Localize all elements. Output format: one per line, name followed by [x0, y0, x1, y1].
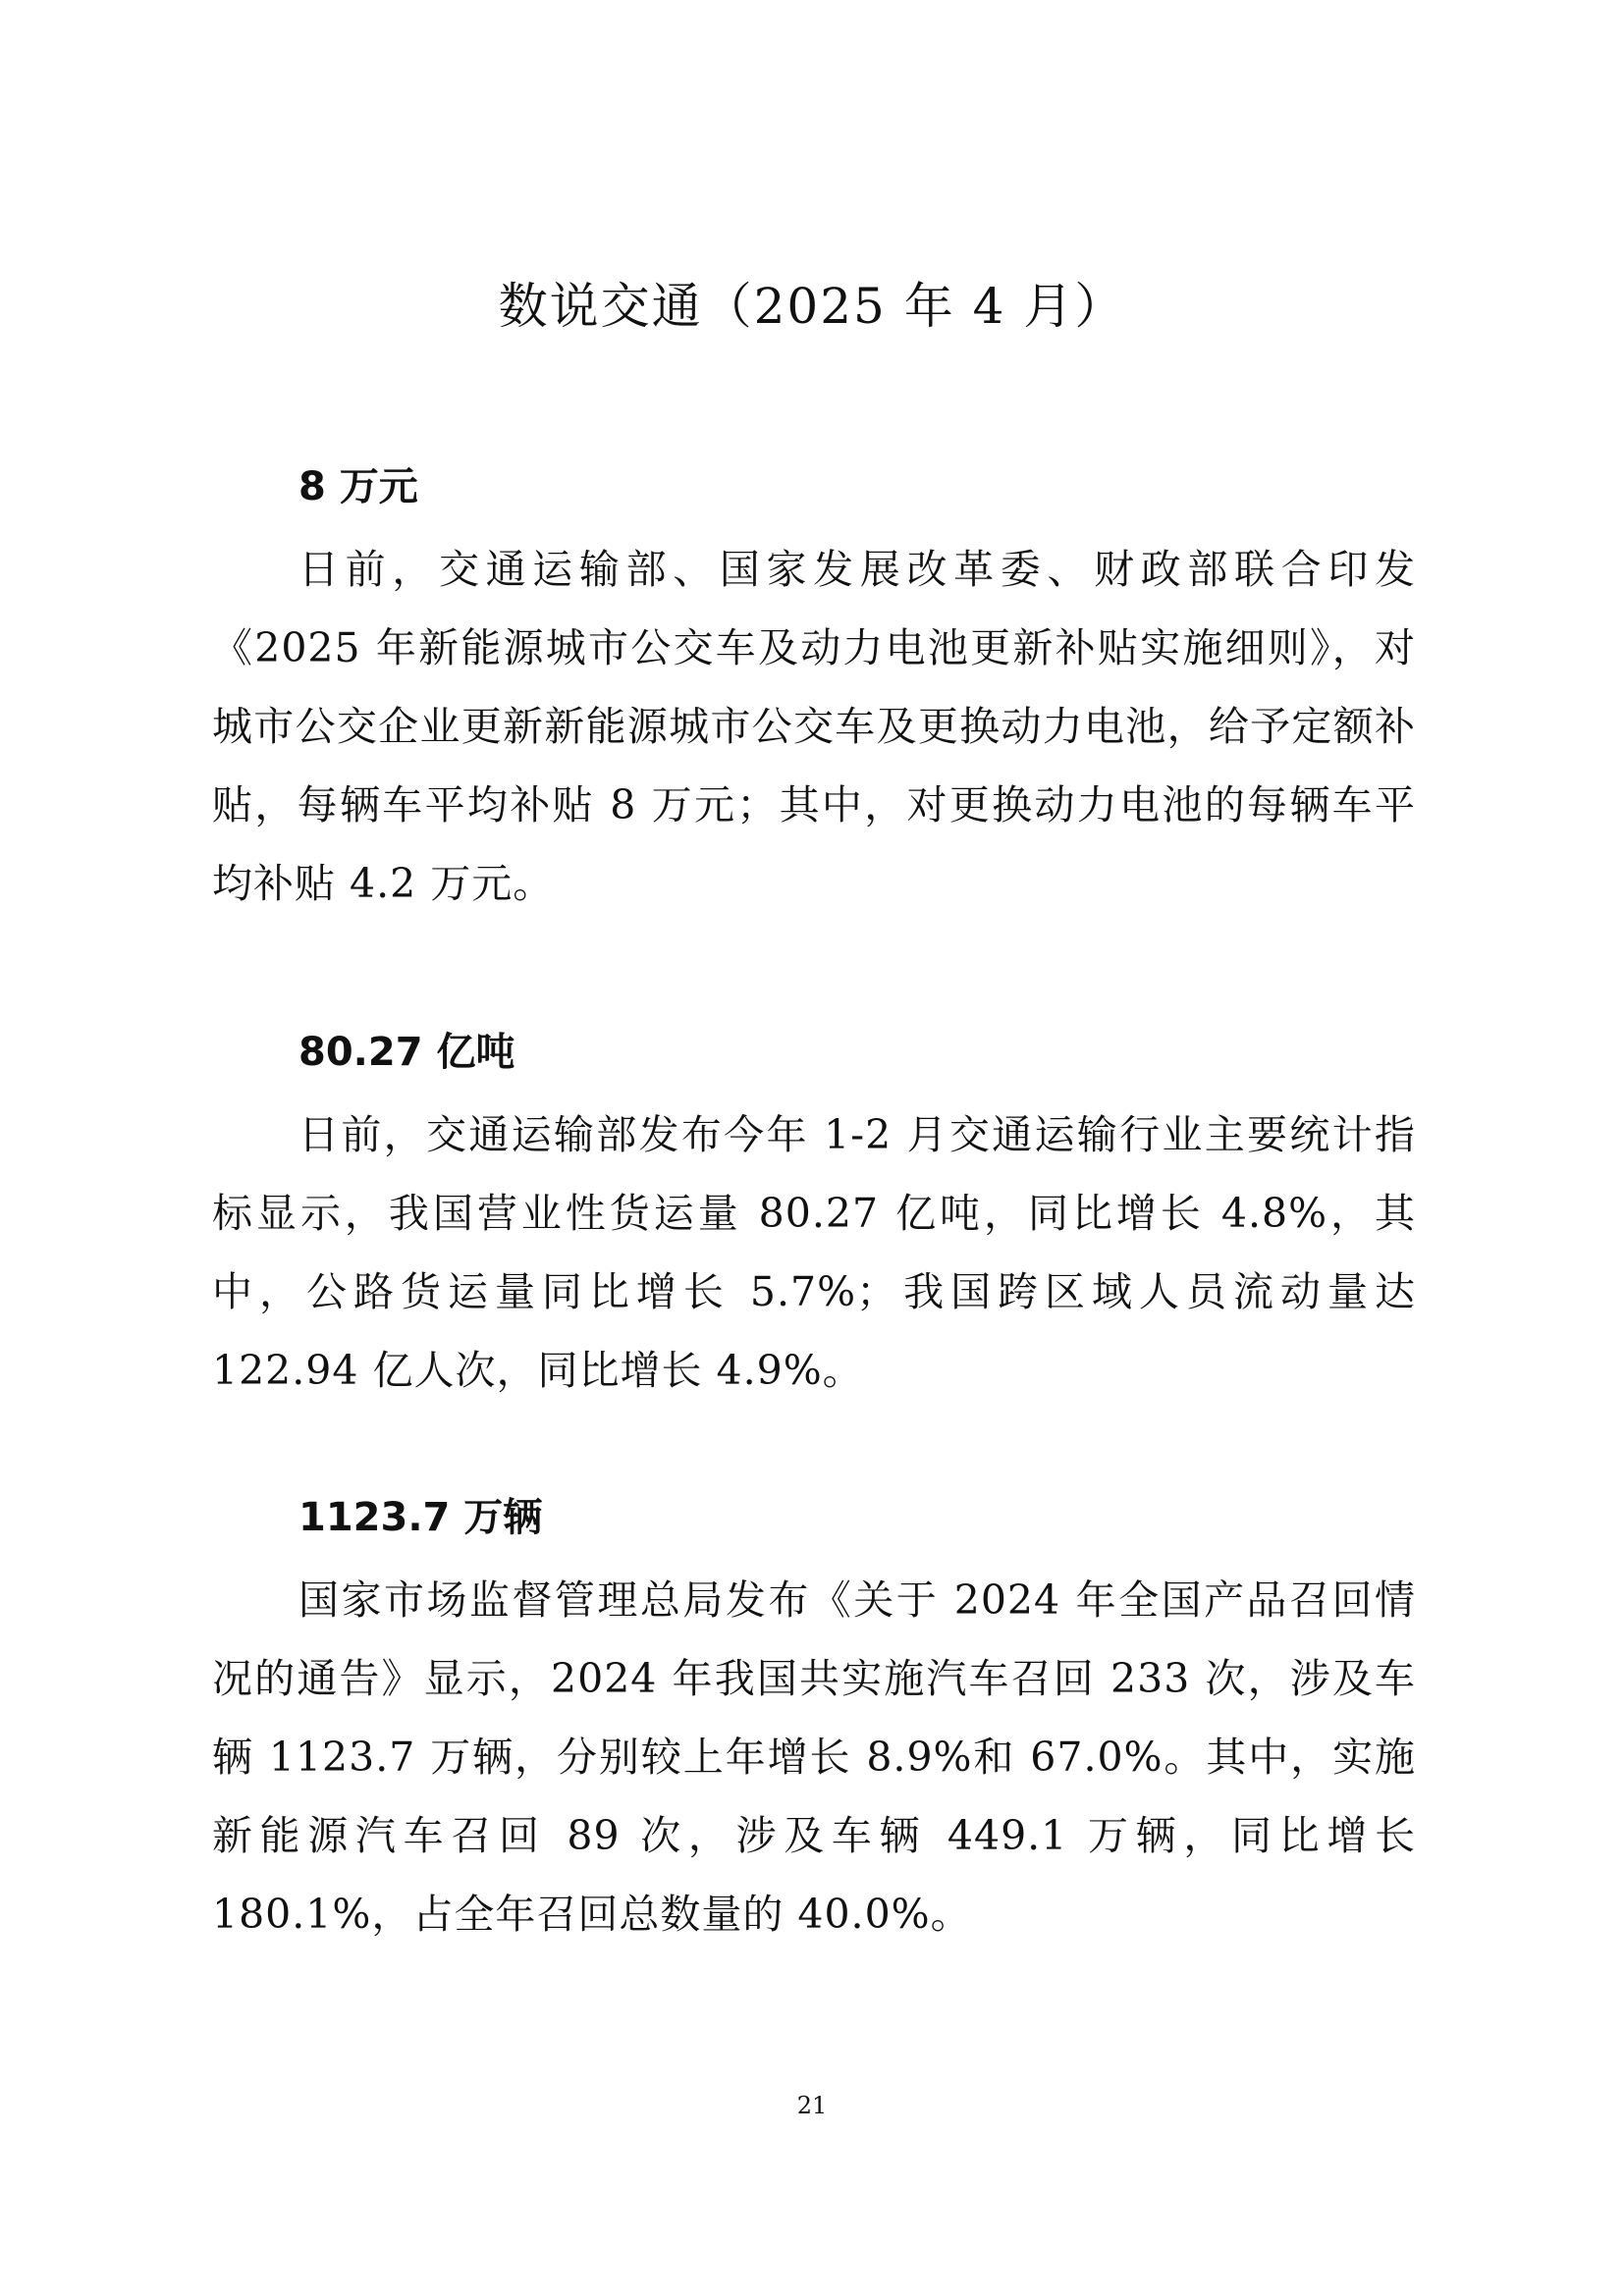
section-heading: 8 万元: [298, 464, 418, 509]
section-heading: 80.27 亿吨: [298, 1030, 515, 1075]
section-subsidy: [212, 455, 1416, 923]
section-freight: [212, 1021, 1416, 1410]
section-heading: 1123.7 万辆: [298, 1495, 543, 1540]
page-number: 21: [796, 2092, 828, 2119]
section-body: 日前，交通运输部发布今年 1-2 月交通运输行业主要统计指标显示，我国营业性货运量 80.27 亿吨，同比增长 4.8%，其中，公路货运量同比增长 5.7%；我国跨区域人员流动量达 122.94 亿人次，同比增长 4.9%。: [212, 1111, 1416, 1394]
section-body: 国家市场监督管理总局发布《关于 2024 年全国产品召回情况的通告》显示，2024 年我国共实施汽车召回 233 次，涉及车辆 1123.7 万辆，分别较上年增长 8.9%和 67.0%。其中，实施新能源汽车召回 89 次，涉及车辆 449.1 万辆，同比增长 180.1%，占全年召回总数量的 40.0%。: [212, 1576, 1416, 1938]
section-body: 日前，交通运输部、国家发展改革委、财政部联合印发《2025 年新能源城市公交车及动力电池更新补贴实施细则》，对城市公交企业更新新能源城市公交车及更换动力电池，给予定额补贴，每辆车平均补贴 8 万元；其中，对更换动力电池的每辆车平均补贴 4.2 万元。: [212, 546, 1416, 907]
page-title: 数说交通（2025 年 4 月）: [498, 278, 1126, 335]
section-recall: [212, 1486, 1416, 1953]
